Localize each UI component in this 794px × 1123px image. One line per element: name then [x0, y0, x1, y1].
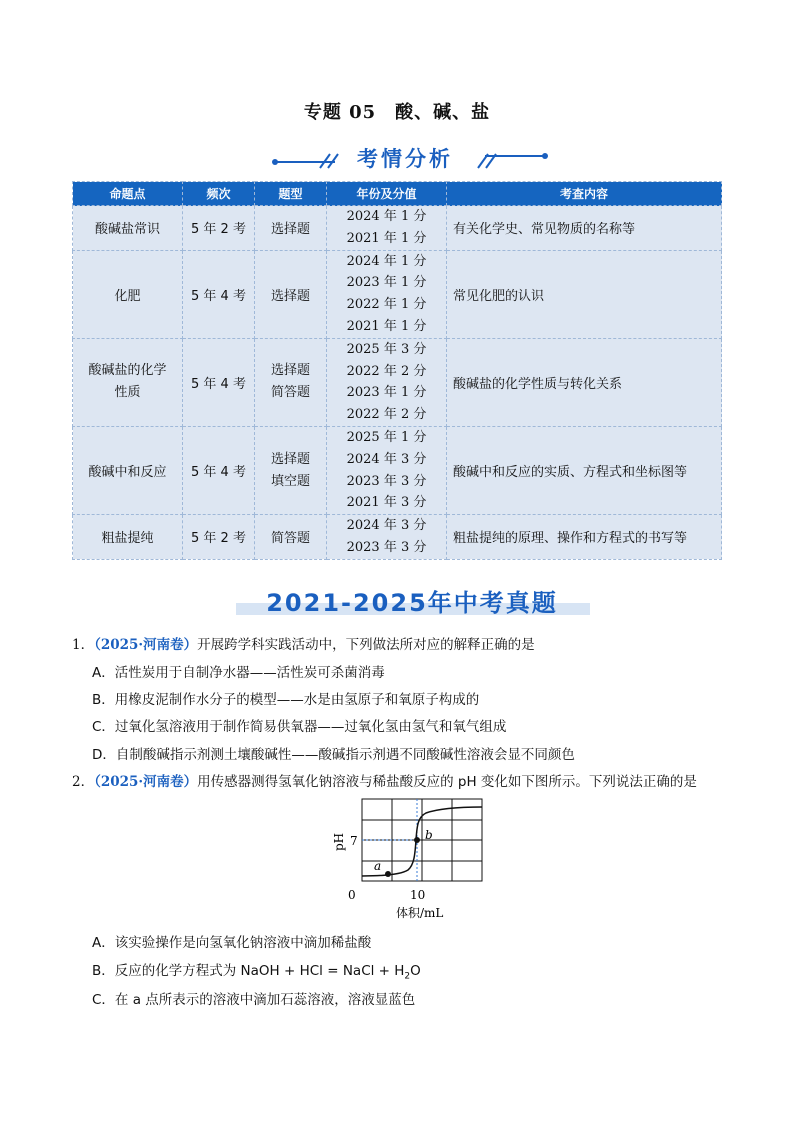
cell-point: 酸碱中和反应 [73, 426, 183, 514]
cell-type: 选择题 [255, 206, 327, 251]
table-row [73, 206, 722, 251]
cell-freq: 5 年 2 考 [183, 515, 255, 560]
cell-content: 粗盐提纯的原理、操作和方程式的书写等 [447, 515, 722, 560]
section-title: 2021-2025年中考真题 [266, 589, 558, 617]
header-cell: 题型 [255, 182, 327, 206]
point-b [414, 837, 420, 843]
year-entry: 2025 年 1 分 [346, 429, 427, 445]
equation-text: B．反应的化学方程式为 NaOH + HCl = NaCl + H [92, 963, 405, 979]
table-row [73, 515, 722, 560]
question-stem: 开展跨学科实践活动中，下列做法所对应的解释正确的是 [197, 637, 535, 653]
header-cell: 频次 [183, 182, 255, 206]
year-entry: 2021 年 1 分 [346, 318, 427, 334]
q1-option-a: A．活性炭用于自制净水器——活性炭可杀菌消毒 [92, 665, 385, 681]
year-entry: 2021 年 3 分 [346, 495, 427, 511]
question-1 [72, 633, 535, 653]
page-title: 专题 05 酸、碱、盐 [303, 102, 491, 123]
cell-point: 酸碱盐常识 [73, 206, 183, 251]
cell-content: 酸碱中和反应的实质、方程式和坐标图等 [447, 426, 722, 514]
point-a-label: a [374, 859, 382, 873]
year-entry: 2021 年 1 分 [346, 230, 427, 246]
year-entry: 2025 年 3 分 [346, 341, 427, 357]
cell-freq: 5 年 4 考 [183, 250, 255, 338]
header-cell: 考查内容 [447, 182, 722, 206]
y-tick-7: 7 [350, 834, 358, 848]
year-entry: 2022 年 2 分 [346, 407, 427, 423]
question-number: 2． [72, 774, 95, 790]
q1-option-c: C．过氧化氢溶液用于制作简易供氧器——过氧化氢由氢气和氧气组成 [92, 719, 507, 735]
year-entry: 2023 年 1 分 [346, 275, 427, 291]
x-tick-10: 10 [410, 888, 426, 902]
q2-option-a: A．该实验操作是向氢氧化钠溶液中滴加稀盐酸 [92, 935, 372, 951]
q2-option-c: C．在 a 点所表示的溶液中滴加石蕊溶液，溶液显蓝色 [92, 992, 416, 1008]
equation-subscript: 2 [404, 971, 411, 982]
banner-title: 考情分析 [357, 147, 453, 171]
table-row [73, 426, 722, 514]
cell-type: 选择题 简答题 [255, 338, 327, 426]
equation-suffix: O [410, 963, 421, 979]
cell-content: 常见化肥的认识 [447, 250, 722, 338]
q1-option-d: D．自制酸碱指示剂测土壤酸碱性——酸碱指示剂遇不同酸碱性溶液会显不同颜色 [92, 747, 575, 763]
year-entry: 2024 年 1 分 [346, 209, 427, 224]
table-row [73, 250, 722, 338]
cell-content: 有关化学史、常见物质的名称等 [447, 206, 722, 251]
question-source: （2025·河南卷） [94, 774, 198, 790]
cell-freq: 5 年 4 考 [183, 338, 255, 426]
header-cell: 命题点 [73, 182, 183, 206]
cell-point: 化肥 [73, 250, 183, 338]
question-stem: 用传感器测得氢氧化钠溶液与稀盐酸反应的 pH 变化如下图所示。下列说法正确的是 [197, 774, 697, 790]
point-b-label: b [425, 828, 433, 842]
table-row [73, 338, 722, 426]
cell-type: 简答题 [255, 515, 327, 560]
year-entry: 2024 年 1 分 [346, 253, 427, 269]
cell-years [327, 338, 447, 426]
year-entry: 2023 年 3 分 [346, 473, 427, 489]
year-entry: 2022 年 2 分 [346, 363, 427, 379]
ph-chart [330, 795, 490, 925]
cell-type: 选择题 [255, 250, 327, 338]
cell-point: 酸碱盐的化学性质 [73, 338, 183, 426]
year-entry: 2022 年 1 分 [346, 297, 427, 313]
q2-option-b [92, 959, 421, 982]
cell-years [327, 206, 447, 251]
cell-type: 选择题 填空题 [255, 426, 327, 514]
point-a [385, 871, 391, 877]
year-entry: 2024 年 3 分 [346, 451, 427, 467]
question-2 [72, 770, 697, 790]
cell-years [327, 426, 447, 514]
cell-years [327, 515, 447, 560]
table-header-row [73, 182, 722, 206]
y-axis-label: pH [332, 832, 346, 851]
year-entry: 2023 年 3 分 [346, 539, 427, 555]
x-axis-label: 体积/mL [396, 906, 444, 920]
question-source: （2025·河南卷） [94, 637, 198, 653]
header-cell: 年份及分值 [327, 182, 447, 206]
cell-point: 粗盐提纯 [73, 515, 183, 560]
year-entry: 2023 年 1 分 [346, 385, 427, 401]
cell-years [327, 250, 447, 338]
q1-option-b: B．用橡皮泥制作水分子的模型——水是由氢原子和氧原子构成的 [92, 692, 480, 708]
cell-freq: 5 年 4 考 [183, 426, 255, 514]
x-tick-0: 0 [348, 888, 356, 902]
question-number: 1． [72, 637, 95, 653]
cell-freq: 5 年 2 考 [183, 206, 255, 251]
year-entry: 2024 年 3 分 [346, 518, 427, 534]
exam-analysis-table [72, 181, 722, 560]
cell-content: 酸碱盐的化学性质与转化关系 [447, 338, 722, 426]
